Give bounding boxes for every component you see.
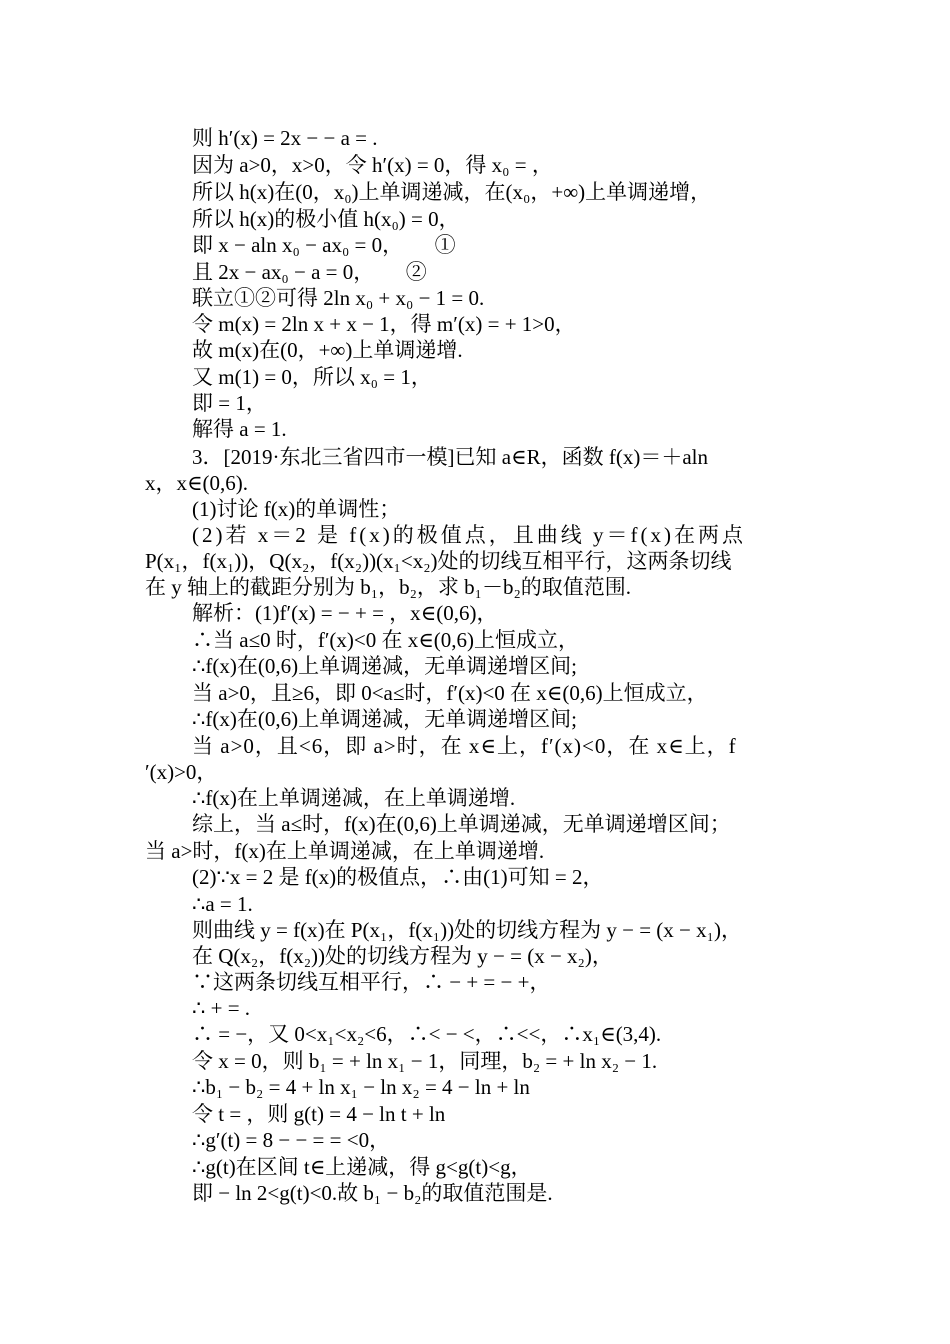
solution-heading: 解析：(1)f′(x) = − + = ，x∈(0,6)， [192, 601, 498, 625]
text-line: 所以 h(x)的极小值 h(x₀) = 0， [192, 207, 460, 231]
text-line: 当 a>0，且<6，即 a>时，在 x∈上，f′(x)<0，在 x∈上，f [192, 734, 737, 758]
text-line: 所以 h(x)在(0，x₀)上单调递减，在(x₀，+∞)上单调递增， [192, 180, 712, 204]
text-line: ∴b₁ − b₂ = 4 + ln x₁ − ln x₂ = 4 − ln + ln [192, 1075, 530, 1099]
text-line: 令 m(x) = 2ln x + x − 1，得 m′(x) = + 1>0， [192, 312, 576, 336]
text-line: 综上，当 a≤时，f(x)在(0,6)上单调递减，无单调递增区间； [192, 812, 731, 836]
text-line: 且 2x − ax₀ − a = 0， ② [192, 260, 427, 284]
text-line: 在 Q(x₂，f(x₂))处的切线方程为 y − = (x − x₂)， [192, 944, 613, 968]
text-line: x，x∈(0,6). [145, 471, 249, 495]
text-line: 在 y 轴上的截距分别为 b₁，b₂，求 b₁－b₂的取值范围. [145, 575, 632, 599]
text-line: (2)∵x = 2 是 f(x)的极值点，∴由(1)可知 = 2， [192, 865, 604, 889]
text-line: ∴f(x)在(0,6)上单调递减，无单调递增区间; [192, 707, 577, 731]
sub-question: (1)讨论 f(x)的单调性； [192, 497, 401, 521]
text-line: 即 − ln 2<g(t)<0.故 b₁ − b₂的取值范围是. [192, 1181, 553, 1205]
text-line: 解得 a = 1. [192, 417, 287, 441]
text-line: ∴当 a≤0 时，f′(x)<0 在 x∈(0,6)上恒成立， [192, 628, 580, 652]
text-line: 则 h′(x) = 2x − − a = . [192, 126, 378, 150]
text-line: 令 x = 0，则 b₁ = + ln x₁ − 1，同理，b₂ = + ln x₂ − 1. [192, 1049, 658, 1073]
text-line: ∴ + = . [192, 996, 251, 1020]
sub-question: (2)若 x＝2 是 f(x)的极值点，且曲线 y＝f(x)在两点 [192, 523, 746, 547]
text-line: ∴a = 1. [192, 892, 253, 916]
problem-statement: 3．[2019·东北三省四市一模]已知 a∈R，函数 f(x)＝＋aln [192, 445, 708, 469]
text-line: 因为 a>0，x>0，令 h′(x) = 0，得 x₀ = ， [192, 153, 553, 177]
text-line: ′(x)>0， [145, 760, 218, 784]
text-line: 即 = 1， [192, 391, 267, 415]
text-line: ∴g(t)在区间 t∈上递减，得 g<g(t)<g， [192, 1155, 532, 1179]
text-line: 联立①②可得 2ln x₀ + x₀ − 1 = 0. [192, 286, 485, 310]
text-line: 又 m(1) = 0，所以 x₀ = 1， [192, 365, 432, 389]
text-line: 即 x − aln x₀ − ax₀ = 0， ① [192, 233, 456, 257]
text-line: ∴f(x)在(0,6)上单调递减，无单调递增区间; [192, 654, 577, 678]
text-line: ∴g′(t) = 8 − − = = <0， [192, 1128, 391, 1152]
text-line: 故 m(x)在(0，+∞)上单调递增. [192, 338, 463, 362]
text-line: 当 a>0，且≥6，即 0<a≤时，f′(x)<0 在 x∈(0,6)上恒成立， [192, 681, 708, 705]
text-line: 令 t = ，则 g(t) = 4 − ln t + ln [192, 1102, 446, 1126]
text-line: 当 a>时，f(x)在上单调递减，在上单调递增. [145, 839, 545, 863]
text-line: ∴ = −，又 0<x₁<x₂<6，∴< − <，∴<<，∴x₁∈(3,4). [192, 1022, 662, 1046]
text-line: 则曲线 y = f(x)在 P(x₁，f(x₁))处的切线方程为 y − = (x − x₁)， [192, 918, 742, 942]
text-line: ∴f(x)在上单调递减，在上单调递增. [192, 786, 516, 810]
text-line: ∵这两条切线互相平行，∴ − + = − +， [192, 970, 551, 994]
text-line: P(x₁，f(x₁))，Q(x₂，f(x₂))(x₁<x₂)处的切线互相平行，这两条切线 [145, 549, 732, 573]
